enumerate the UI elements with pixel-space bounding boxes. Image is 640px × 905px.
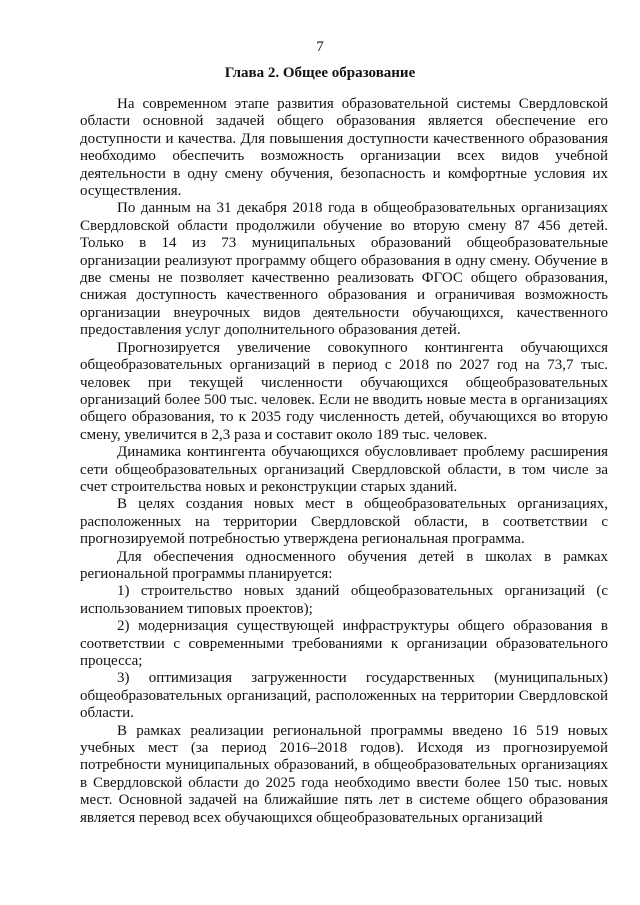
list-item: 1) строительство новых зданий общеобразовательных организаций (с использованием типовых проектов); [80,583,608,617]
paragraph: В рамках реализации региональной программы введено 16 519 новых учебных мест (за период 2016–2018 годов). Исходя из прогнозируемой потребности муниципальных образований, в общеобразовательных организациях в Свердловской области до 2025 года необходимо ввести более 150 тыс. новых мест. Основной задачей на ближайшие пять лет в системе общего образования является перевод всех обучающихся общеобразовательных организаций [80,722,608,826]
paragraph: Для обеспечения односменного обучения детей в школах в рамках региональной программы планируется: [80,548,608,582]
list-item: 3) оптимизация загруженности государственных (муниципальных) общеобразовательных организаций, расположенных на территории Свердловской области. [80,670,608,722]
paragraph: Прогнозируется увеличение совокупного контингента обучающихся общеобразовательных организаций в период с 2018 по 2027 год на 73,7 тыс. человек при текущей численности обучающихся общеобразовательных организаций более 500 тыс. человек. Если не вводить новые места в организациях общего образования, то к 2035 году численность детей, обучающихся во вторую смену, увеличится в 2,3 раза и составит около 189 тыс. человек. [80,339,608,443]
list-item: 2) модернизация существующей инфраструктуры общего образования в соответствии с современными требованиями к организации образовательного процесса; [80,618,608,669]
chapter-title: Глава 2. Общее образование [224,65,416,81]
paragraph: На современном этапе развития образовательной системы Свердловской области основной задачей общего образования является обеспечение его доступности и качества. Для повышения доступности качественного образования необходимо обеспечить возможность организации всех видов учебной деятельности в одну смену обучения, безопасность и комфортные условия их осуществления. [80,96,608,200]
paragraph: Динамика контингента обучающихся обусловливает проблему расширения сети общеобразовательных организаций Свердловской области, в том числе за счет строительства новых и реконструкции старых зданий. [80,444,608,495]
body-text [80,96,608,827]
page-number: 7 [316,39,324,55]
paragraph: По данным на 31 декабря 2018 года в общеобразовательных организациях Свердловской области продолжили обучение во вторую смену 87 456 детей. Только в 14 из 73 муниципальных образований общеобразовательные организации реализуют программу общего образования в одну смену. Обучение в две смены не позволяет качественно реализовать ФГОС общего образования, снижая доступность качественного образования и ограничивая возможность организации внеурочных видов деятельности обучающихся, качественного предоставления услуг дополнительного образования детей. [80,200,608,339]
paragraph: В целях создания новых мест в общеобразовательных организациях, расположенных на территории Свердловской области, в соответствии с прогнозируемой потребностью утверждена региональная программа. [80,496,608,548]
